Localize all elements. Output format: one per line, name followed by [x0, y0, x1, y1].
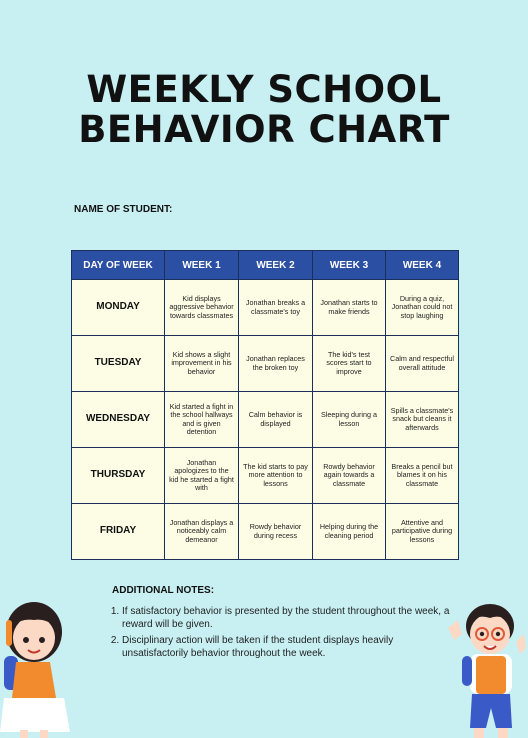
behavior-cell: The kid starts to pay more attention to lessons [239, 448, 313, 504]
list-item: 2. Disciplinary action will be taken if the student displays heavily unsatisfactorily behavior throughout the week. [122, 634, 452, 660]
table-row [72, 504, 459, 560]
title-line-2: BEHAVIOR CHART [78, 108, 450, 151]
behavior-cell: Jonathan starts to make friends [313, 280, 386, 336]
behavior-cell: Kid displays aggressive behavior towards classmates [165, 280, 239, 336]
title-line-1: WEEKLY SCHOOL [86, 68, 442, 111]
day-cell: FRIDAY [72, 504, 165, 560]
table-row [72, 280, 459, 336]
table-row [72, 448, 459, 504]
behavior-cell: Spills a classmate's snack but cleans it afterwards [386, 392, 459, 448]
behavior-cell: Calm behavior is displayed [239, 392, 313, 448]
list-item: 1. If satisfactory behavior is presented by the student throughout the week, a reward will be given. [122, 605, 452, 631]
behavior-cell: During a quiz, Jonathan could not stop laughing [386, 280, 459, 336]
behavior-cell: Helping during the cleaning period [313, 504, 386, 560]
header-day-of-week: DAY OF WEEK [72, 251, 165, 280]
behavior-cell: Breaks a pencil but blames it on his classmate [386, 448, 459, 504]
day-cell: TUESDAY [72, 336, 165, 392]
behavior-cell: Kid shows a slight improvement in his behavior [165, 336, 239, 392]
behavior-cell: The kid's test scores start to improve [313, 336, 386, 392]
header-week-2: WEEK 2 [239, 251, 313, 280]
behavior-cell: Jonathan displays a noticeably calm demeanor [165, 504, 239, 560]
header-week-4: WEEK 4 [386, 251, 459, 280]
behavior-chart-table [71, 250, 459, 560]
behavior-cell: Kid started a fight in the school hallways and is given detention [165, 392, 239, 448]
header-week-3: WEEK 3 [313, 251, 386, 280]
behavior-cell: Rowdy behavior during recess [239, 504, 313, 560]
behavior-cell: Attentive and participative during lessons [386, 504, 459, 560]
girl-illustration [0, 598, 72, 738]
behavior-cell: Jonathan breaks a classmate's toy [239, 280, 313, 336]
behavior-cell: Jonathan replaces the broken toy [239, 336, 313, 392]
table-row [72, 392, 459, 448]
day-cell: THURSDAY [72, 448, 165, 504]
table-header-row [72, 251, 459, 280]
notes-list [104, 605, 452, 663]
page-title [0, 70, 528, 150]
behavior-cell: Calm and respectful overall attitude [386, 336, 459, 392]
behavior-cell: Jonathan apologizes to the kid he started a fight with [165, 448, 239, 504]
table-row [72, 336, 459, 392]
day-cell: MONDAY [72, 280, 165, 336]
additional-notes-label: ADDITIONAL NOTES: [112, 585, 215, 596]
boy-illustration [446, 598, 528, 738]
header-week-1: WEEK 1 [165, 251, 239, 280]
day-cell: WEDNESDAY [72, 392, 165, 448]
student-name-label: NAME OF STUDENT: [74, 204, 173, 215]
behavior-cell: Rowdy behavior again towards a classmate [313, 448, 386, 504]
behavior-cell: Sleeping during a lesson [313, 392, 386, 448]
